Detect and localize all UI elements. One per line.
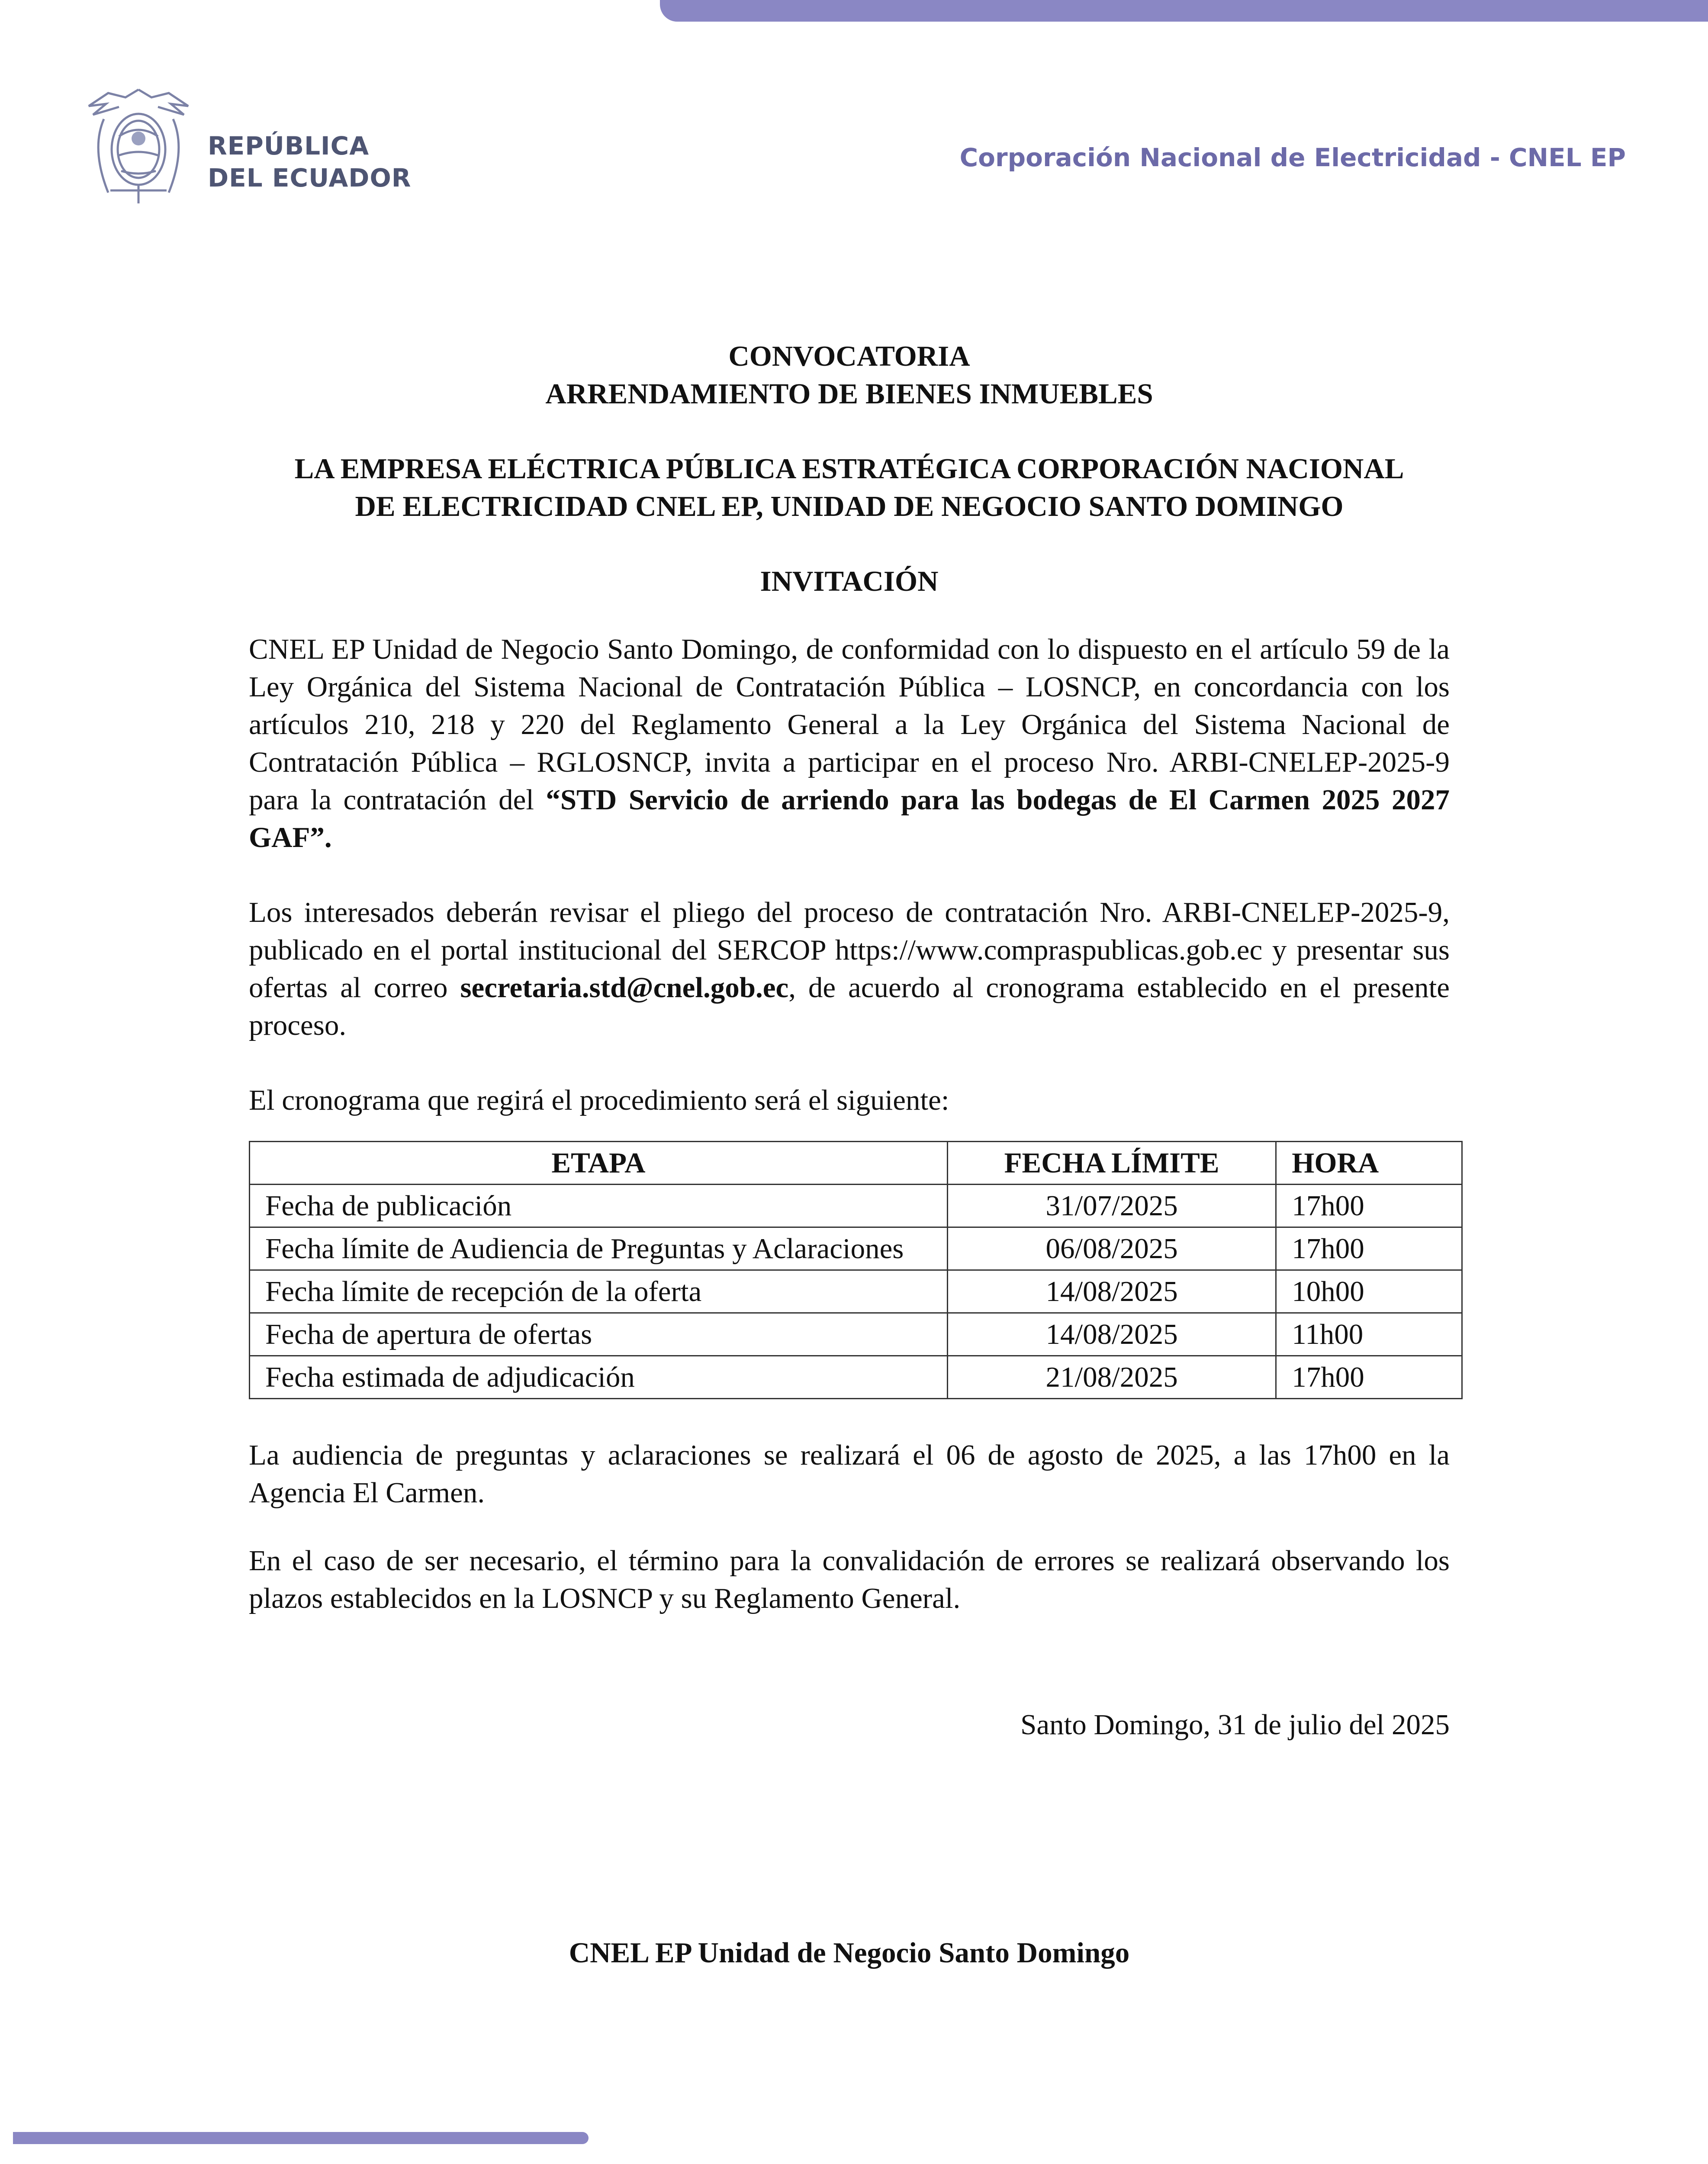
instructions-text-b: , de acuerdo al cronograma establecido en el presente proceso. [249, 972, 1450, 1041]
table-row [250, 1313, 1462, 1356]
time-cell: 10h00 [1276, 1270, 1462, 1313]
stage-cell: Fecha de apertura de ofertas [250, 1313, 948, 1356]
date-cell: 14/08/2025 [947, 1313, 1276, 1356]
country-name-line1: REPÚBLICA [208, 131, 370, 161]
invitation-heading: INVITACIÓN [760, 565, 939, 597]
date-cell: 21/08/2025 [947, 1356, 1276, 1399]
stage-cell: Fecha límite de Audiencia de Preguntas y Aclaraciones [250, 1227, 948, 1270]
time-cell: 17h00 [1276, 1185, 1462, 1227]
entity-line1: LA EMPRESA ELÉCTRICA PÚBLICA ESTRATÉGICA CORPORACIÓN NACIONAL [294, 453, 1404, 485]
schedule-table [249, 1141, 1463, 1399]
signature-organization: CNEL EP Unidad de Negocio Santo Domingo [569, 1937, 1130, 1969]
contact-email: secretaria.std@cnel.gob.ec [460, 972, 789, 1004]
organization-name: Corporación Nacional de Electricidad - CNEL EP [959, 143, 1626, 172]
place-and-date: Santo Domingo, 31 de julio del 2025 [1020, 1709, 1450, 1741]
entity-line2: DE ELECTRICIDAD CNEL EP, UNIDAD DE NEGOCIO SANTO DOMINGO [355, 490, 1344, 522]
paragraph-hearing: La audiencia de preguntas y aclaraciones se realizará el 06 de agosto de 2025, a las 17h00 en la Agencia El Carmen. [249, 1439, 1450, 1509]
service-name: “STD Servicio de arriendo para las bodegas de El Carmen 2025 2027 GAF”. [249, 784, 1450, 853]
date-cell: 06/08/2025 [947, 1227, 1276, 1270]
table-row [250, 1227, 1462, 1270]
time-cell: 17h00 [1276, 1356, 1462, 1399]
header-time: HORA [1276, 1142, 1462, 1185]
paragraph-process-text: CNEL EP Unidad de Negocio Santo Domingo, de conformidad con lo dispuesto en el artículo 59 de la Ley Orgánica del Sistema Nacional de Contratación Pública – LOSNCP, en concordancia con los artículos 210, 218 y 220 del Reglamento General a la Ley Orgánica del Sistema Nacional de Contratación Pública – RGLOSNCP, invita a participar en el proceso Nro. ARBI-CNELEP-2025-9 para la contratación del [249, 633, 1450, 816]
table-row [250, 1185, 1462, 1227]
top-accent-bar [660, 0, 1708, 22]
title-line1: CONVOCATORIA [728, 340, 970, 372]
title-line2: ARRENDAMIENTO DE BIENES INMUEBLES [545, 378, 1153, 410]
header-deadline: FECHA LÍMITE [947, 1142, 1276, 1185]
date-cell: 31/07/2025 [947, 1185, 1276, 1227]
table-row [250, 1356, 1462, 1399]
table-header-row [250, 1142, 1462, 1185]
coat-of-arms-icon [78, 80, 199, 210]
time-cell: 17h00 [1276, 1227, 1462, 1270]
country-name [208, 130, 411, 194]
stage-cell: Fecha límite de recepción de la oferta [250, 1270, 948, 1313]
stage-cell: Fecha estimada de adjudicación [250, 1356, 948, 1399]
paragraph-schedule-intro: El cronograma que regirá el procedimiento será el siguiente: [249, 1084, 949, 1116]
country-name-line2: DEL ECUADOR [208, 163, 412, 193]
date-cell: 14/08/2025 [947, 1270, 1276, 1313]
paragraph-errors: En el caso de ser necesario, el término para la convalidación de errores se realizará observando los plazos establecidos en la LOSNCP y su Reglamento General. [249, 1545, 1450, 1614]
time-cell: 11h00 [1276, 1313, 1462, 1356]
paragraph-process [249, 631, 1450, 857]
paragraph-instructions [249, 894, 1450, 1044]
table-row [250, 1270, 1462, 1313]
bottom-accent-bar [13, 2132, 589, 2144]
stage-cell: Fecha de publicación [250, 1185, 948, 1227]
instructions-text-a: Los interesados deberán revisar el pliego del proceso de contratación Nro. ARBI-CNELEP-2025-9, publicado en el portal institucional del SERCOP https://www.compraspublicas.gob.ec y presentar sus ofertas al correo [249, 896, 1450, 1004]
document-body [249, 338, 1450, 1972]
header-stage: ETAPA [250, 1142, 948, 1185]
